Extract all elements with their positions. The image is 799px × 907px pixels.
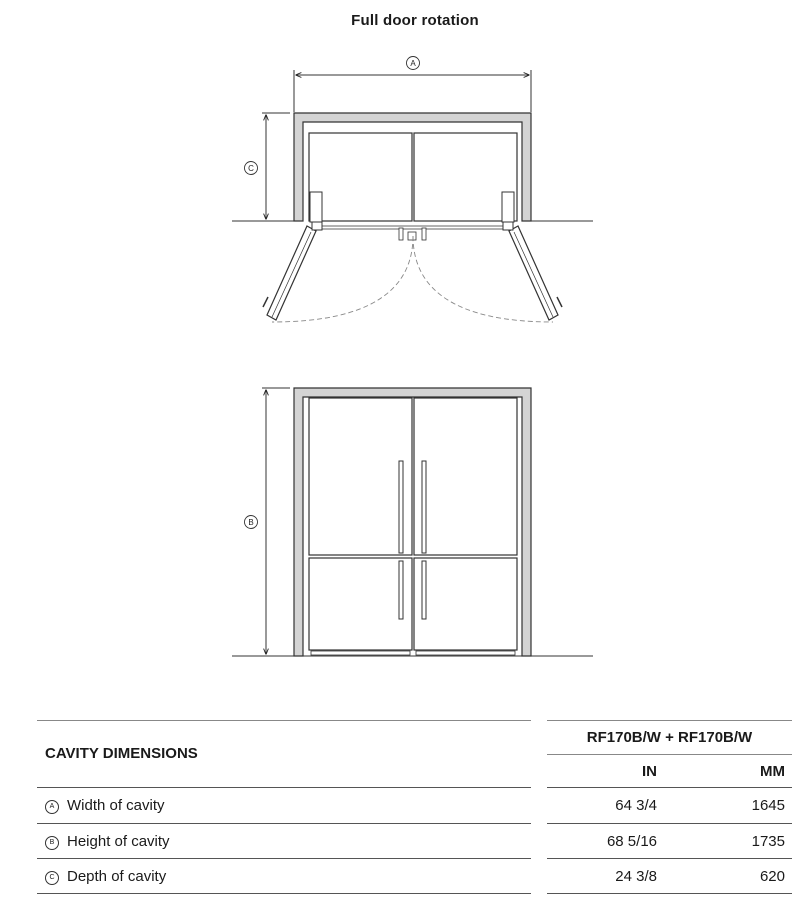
left-open-door bbox=[263, 222, 322, 320]
col-mm-header: MM bbox=[760, 763, 785, 780]
table-row bbox=[45, 833, 170, 850]
fridge-left-top bbox=[309, 133, 412, 221]
right-open-door bbox=[503, 222, 562, 320]
marker-b-label: B bbox=[248, 518, 254, 527]
row-label: Height of cavity bbox=[67, 833, 170, 850]
right-upper-handle bbox=[422, 461, 426, 553]
left-lower-handle bbox=[399, 561, 403, 619]
row-in-value: 24 3/8 bbox=[615, 868, 657, 885]
fridge-left-front bbox=[309, 398, 412, 655]
row-in-value: 64 3/4 bbox=[615, 797, 657, 814]
model-header: RF170B/W + RF170B/W bbox=[586, 729, 753, 746]
row-in-value: 68 5/16 bbox=[606, 833, 657, 850]
right-lower-handle bbox=[422, 561, 426, 619]
left-upper-handle bbox=[399, 461, 403, 553]
row-mm-value: 620 bbox=[759, 868, 785, 885]
marker-b-badge: B bbox=[45, 836, 59, 850]
height-dimension bbox=[245, 388, 291, 654]
row-mm-value: 1645 bbox=[751, 797, 785, 814]
marker-c-label: C bbox=[248, 164, 254, 173]
depth-dimension bbox=[245, 113, 291, 219]
fridge-right-front bbox=[414, 398, 517, 655]
table-row bbox=[45, 868, 166, 885]
table-row bbox=[45, 797, 165, 814]
col-in-header: IN bbox=[642, 763, 657, 780]
diagram-title: Full door rotation bbox=[351, 12, 479, 29]
cavity-dimensions-table bbox=[37, 718, 792, 898]
table-heading: CAVITY DIMENSIONS bbox=[45, 745, 198, 762]
front-view bbox=[232, 388, 593, 656]
marker-a-badge: A bbox=[45, 800, 59, 814]
row-label: Width of cavity bbox=[67, 797, 165, 814]
row-label: Depth of cavity bbox=[67, 868, 167, 885]
width-dimension bbox=[294, 57, 531, 113]
marker-a-label: A bbox=[410, 59, 416, 68]
row-mm-value: 1735 bbox=[751, 833, 785, 850]
marker-c-badge: C bbox=[45, 871, 59, 885]
top-view bbox=[232, 57, 593, 323]
